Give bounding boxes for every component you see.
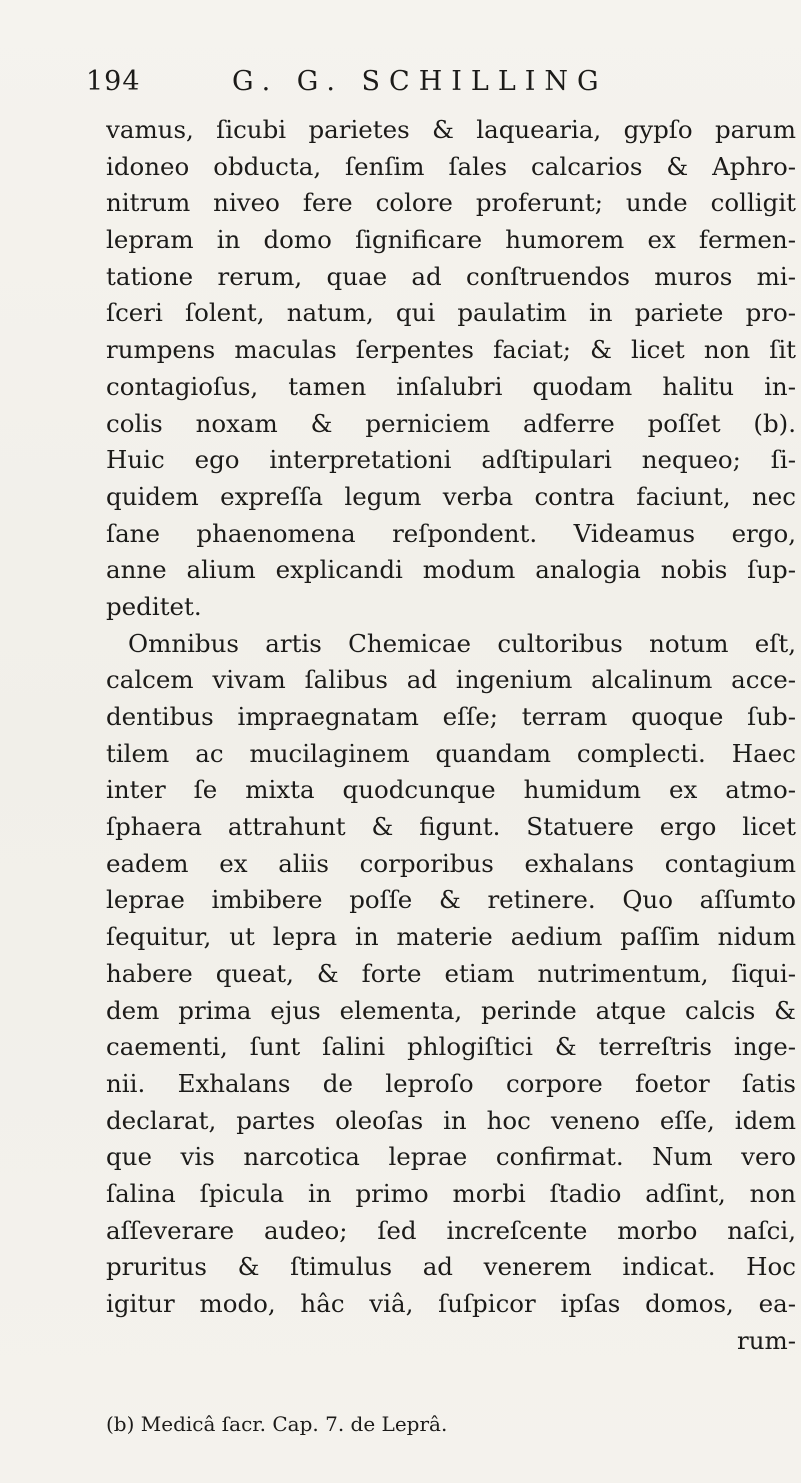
body-text [106, 112, 796, 1359]
text-line: colis noxam & perniciem adferre poſſet (b). [106, 408, 796, 438]
text-line: nitrum niveo fere colore proferunt; unde colligit [106, 188, 796, 218]
text-line: ſceri ſolent, natum, qui paulatim in pariete pro- [106, 298, 796, 328]
text-line: habere queat, & forte etiam nutrimentum, ſiqui- [106, 958, 796, 988]
text-line: dem prima ejus elementa, perinde atque calcis & [106, 995, 796, 1025]
text-line: calcem vivam ſalibus ad ingenium alcalinum acce- [106, 665, 796, 695]
text-line: caementi, ſunt ſalini phlogiſtici & terreſtris inge- [106, 1032, 796, 1062]
text-line: dentibus impraegnatam eſſe; terram quoque ſub- [106, 702, 796, 731]
text-line: rumpens maculas ſerpentes faciat; & licet non ſit [106, 335, 796, 365]
text-line: leprae imbibere poſſe & retinere. Quo aſſumto [106, 885, 796, 915]
page-header [86, 66, 786, 106]
text-line: inter ſe mixta quodcunque humidum ex atmo- [106, 775, 796, 805]
text-line: ſequitur, ut lepra in materie aedium paſſim nidum [106, 922, 796, 952]
footnote: (b) Medicâ ſacr. Cap. 7. de Leprâ. [106, 1412, 448, 1436]
text-line: nii. Exhalans de leproſo corpore foetor ſatis [106, 1068, 796, 1098]
text-line: ſphaera attrahunt & figunt. Statuere ergo licet [106, 812, 796, 842]
text-line: Huic ego interpretationi adſtipulari nequeo; ſi- [106, 445, 796, 475]
text-line: idoneo obducta, ſenſim ſales calcarios & Aphro- [106, 151, 796, 181]
text-line: que vis narcotica leprae confirmat. Num vero [106, 1142, 796, 1172]
text-line: declarat, partes oleoſas in hoc veneno eſſe, idem [106, 1105, 796, 1135]
text-line: igitur modo, hâc viâ, ſuſpicor ipſas domos, ea- [106, 1289, 796, 1318]
text-line: contagioſus, tamen inſalubri quodam halitu in- [106, 371, 796, 401]
text-line: aſſeverare audeo; ſed increſcente morbo naſci, [106, 1215, 796, 1245]
text-line: vamus, ſicubi parietes & laquearia, gypſo parum [106, 115, 796, 144]
text-line: tatione rerum, quae ad conſtruendos muros mi- [106, 261, 796, 291]
page-number: 194 [86, 66, 141, 97]
text-line: pruritus & ſtimulus ad venerem indicat. Hoc [106, 1252, 796, 1282]
text-line: peditet. [106, 591, 202, 621]
text-line: anne alium explicandi modum analogia nobis ſup- [106, 555, 796, 585]
running-head: G. G. SCHILLING [232, 66, 608, 97]
text-line: quidem expreſſa legum verba contra faciunt, nec [106, 481, 796, 511]
text-line: lepram in domo ſignificare humorem ex fermen- [106, 225, 796, 255]
text-line: eadem ex aliis corporibus exhalans contagium [106, 848, 796, 878]
text-line: ſalina ſpicula in primo morbi ſtadio adſint, non [106, 1178, 796, 1208]
text-line: ſane phaenomena reſpondent. Videamus ergo, [106, 518, 796, 548]
text-line: tilem ac mucilaginem quandam complecti. Haec [106, 738, 796, 768]
text-line: Omnibus artis Chemicae cultoribus notum eſt, [128, 628, 796, 658]
catchword: rum- [736, 1325, 796, 1355]
